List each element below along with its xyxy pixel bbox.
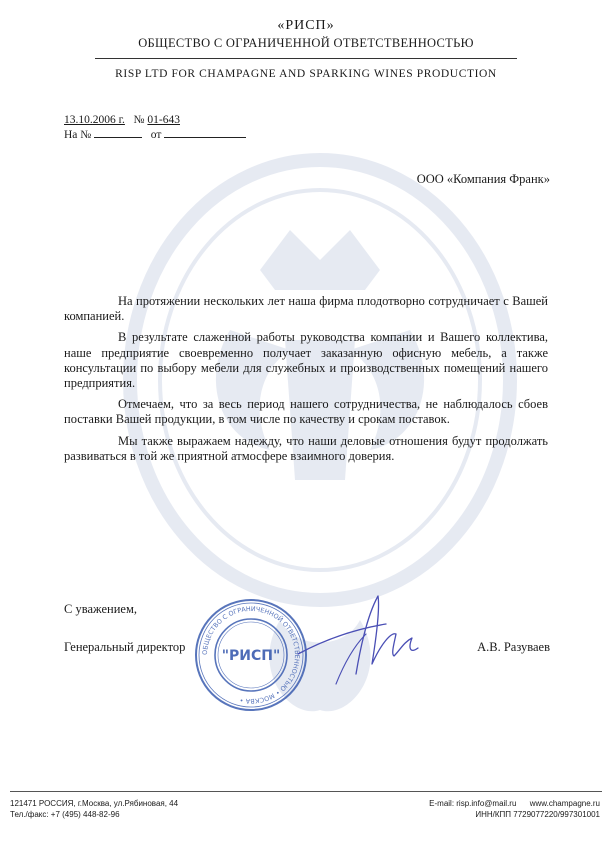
- footer-divider: [10, 791, 602, 792]
- footer-requisites: [429, 798, 600, 820]
- letter-number: 01-643: [147, 114, 180, 126]
- incoming-number-blank: [94, 127, 142, 138]
- footer-address: 121471 РОССИЯ, г.Москва, ул.Рябиновая, 44: [10, 799, 179, 808]
- body-paragraph: На протяжении нескольких лет наша фирма плодотворно сотрудничает с Вашей компанией.: [64, 294, 548, 324]
- stamp-center-text: "РИСП": [221, 648, 281, 664]
- header-divider: [95, 58, 517, 59]
- letter-body: [64, 294, 548, 470]
- signer-position: Генеральный директор: [64, 640, 186, 654]
- letter-date: 13.10.2006 г.: [64, 114, 125, 126]
- company-stamp-icon: [193, 597, 309, 713]
- footer-email-web: E-mail: risp.info@mail.ru www.champagne.ru: [429, 799, 600, 808]
- signature-icon: [296, 584, 426, 694]
- incoming-date-blank: [164, 127, 246, 138]
- footer-inn: ИНН/КПП 7729077220/997301001: [475, 810, 600, 819]
- footer-contacts: [10, 798, 178, 820]
- from-label: от: [150, 129, 162, 141]
- number-label: №: [133, 114, 145, 126]
- body-paragraph: Отмечаем, что за весь период нашего сотрудничества, не наблюдалось сбоев поставки Вашей продукции, в том числе по качеству и срокам поставок.: [64, 397, 548, 427]
- letterhead: [0, 18, 612, 51]
- company-full-name-en: RISP LTD FOR CHAMPAGNE AND SPARKING WINES PRODUCTION: [115, 68, 497, 80]
- stamp-ring-text: ОБЩЕСТВО С ОГРАНИЧЕННОЙ ОТВЕТСТВЕННОСТЬЮ • МОСКВА •: [200, 604, 302, 706]
- incoming-ref-line: [64, 127, 246, 142]
- signer-name: А.В. Разуваев: [477, 640, 550, 654]
- company-brand: «РИСП»: [277, 18, 335, 33]
- incoming-label: На №: [64, 129, 92, 141]
- closing-greeting: С уважением,: [64, 602, 137, 616]
- body-paragraph: В результате слаженной работы руководства компании и Вашего коллектива, наше предприятие своевременно получает заказанную офисную мебель, а также консультации по выбору мебели для служебных и производственных помещений нашего предприятия.: [64, 330, 548, 391]
- addressee: ООО «Компания Франк»: [416, 172, 550, 186]
- reference-block: [64, 113, 246, 142]
- outgoing-ref-line: [64, 113, 246, 127]
- company-full-name-ru: ОБЩЕСТВО С ОГРАНИЧЕННОЙ ОТВЕТСТВЕННОСТЬЮ: [138, 36, 474, 50]
- footer-phone: Тел./факс: +7 (495) 448-82-96: [10, 810, 120, 819]
- body-paragraph: Мы также выражаем надежду, что наши деловые отношения будут продолжать развиваться в той же приятной атмосфере взаимного доверия.: [64, 433, 548, 463]
